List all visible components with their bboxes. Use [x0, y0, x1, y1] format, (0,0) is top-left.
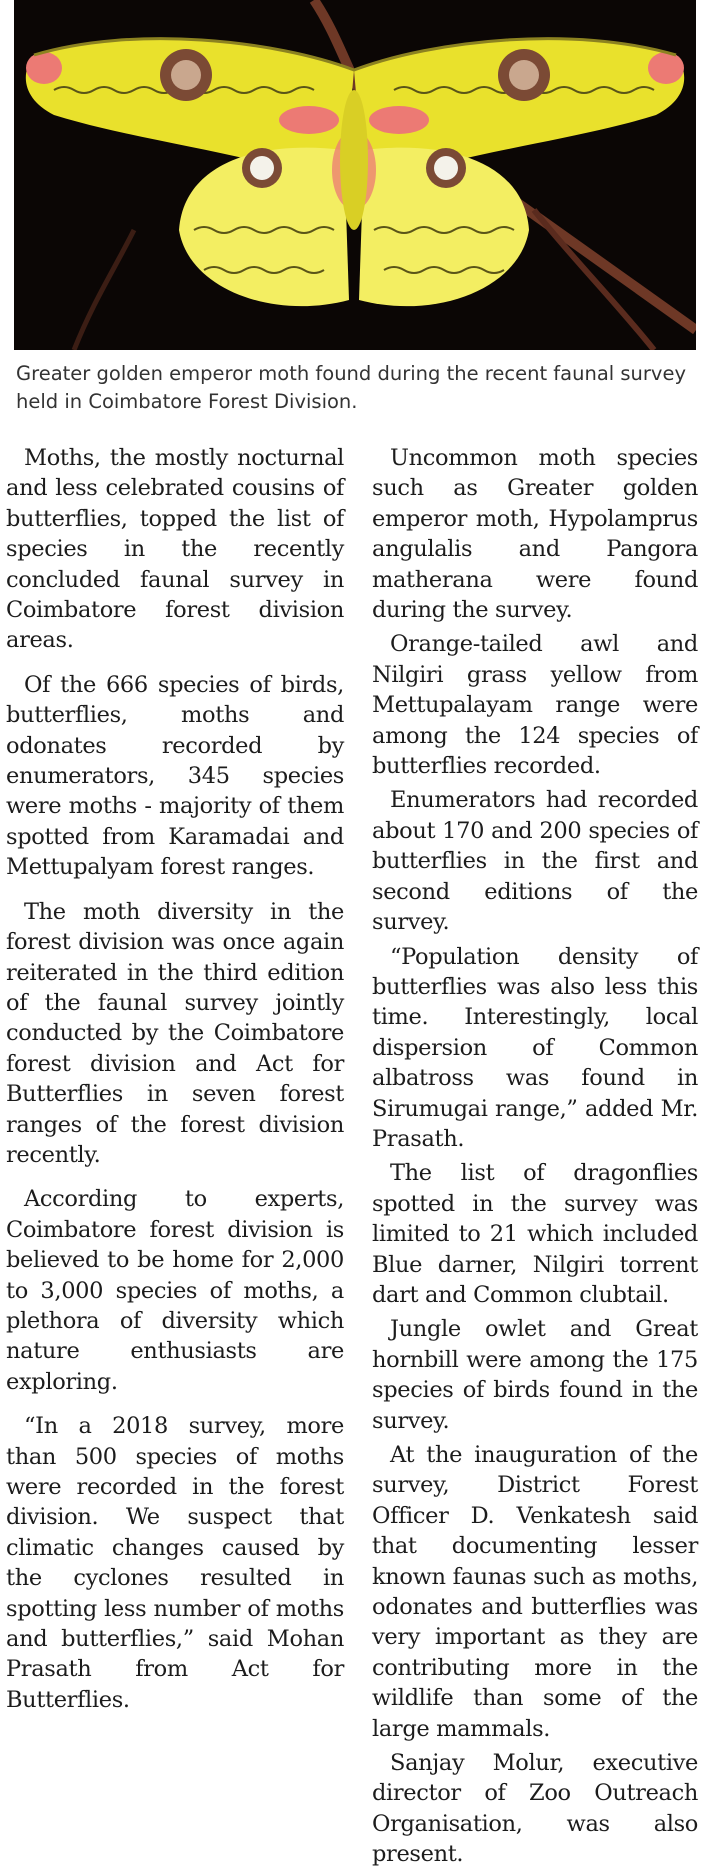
article-paragraph: At the inauguration of the survey, District Forest Officer D. Venkatesh said that documenting lesser known faunas such as moths, odonates and butterflies was very important as they are contributing more in the wildlife than some of the large mammals. [372, 1442, 698, 1742]
wing-tip-spot [26, 52, 62, 84]
article-paragraph: Enumerators had recorded about 170 and 200 species of butterflies in the first and second editions of the survey. [372, 787, 698, 936]
pink-patch [369, 106, 429, 134]
article-paragraph: “Population density of butterflies was also less this time. Interestingly, local dispersion of Common albatross was found in Sirumugai range,” added Mr. Prasath. [372, 943, 698, 1152]
article-paragraph: Moths, the mostly nocturnal and less celebrated cousins of butterflies, topped the list of species in the recently concluded faunal survey in Coimbatore forest division areas. [6, 445, 344, 654]
pink-patch [279, 106, 339, 134]
eyespot [434, 156, 458, 180]
article-paragraph: The list of dragonflies spotted in the survey was limited to 21 which included Blue darner, Nilgiri torrent dart and Common clubtail. [372, 1160, 698, 1308]
article-paragraph: Of the 666 species of birds, butterflies, moths and odonates recorded by enumerators, 345 species were moths - majority of them spotted from Karamadai and Mettupalyam forest ranges. [6, 671, 344, 881]
article-paragraph: Sanjay Molur, executive director of Zoo Outreach Organisation, was also present. [372, 1750, 698, 1868]
wing-tip-spot [648, 52, 684, 84]
moth-illustration [14, 0, 696, 350]
article-paragraph: Uncommon moth species such as Greater golden emperor moth, Hypolamprus angulalis and Pangora matherana were found during the survey. [372, 445, 698, 624]
moth-body [340, 90, 368, 230]
article-paragraph: Orange-tailed awl and Nilgiri grass yellow from Mettupalayam range were among the 124 species of butterflies recorded. [372, 631, 698, 780]
article-paragraph: The moth diversity in the forest division was once again reiterated in the third edition of the faunal survey jointly conducted by the Coimbatore forest division and Act for Butterflies in seven forest ranges of the forest division recently. [6, 898, 344, 1168]
article-right-column [372, 443, 698, 1874]
article-paragraph: “In a 2018 survey, more than 500 species of moths were recorded in the forest division. We suspect that climatic changes caused by the cyclones resulted in spotting less number of moths and butterflies,” said Mohan Prasath from Act for Butterflies. [6, 1413, 344, 1713]
eyespot [250, 156, 274, 180]
article-paragraph: Jungle owlet and Great hornbill were among the 175 species of birds found in the survey. [372, 1316, 698, 1434]
article-paragraph: According to experts, Coimbatore forest division is believed to be home for 2,000 to 3,000 species of moths, a plethora of diversity which nature enthusiasts are exploring. [6, 1186, 344, 1395]
eyespot [509, 60, 539, 90]
photo-caption: Greater golden emperor moth found during the recent faunal survey held in Coimbatore Forest Division. [16, 362, 687, 413]
moth-photo [14, 0, 696, 350]
eyespot [171, 60, 201, 90]
article-left-column [6, 443, 344, 1729]
